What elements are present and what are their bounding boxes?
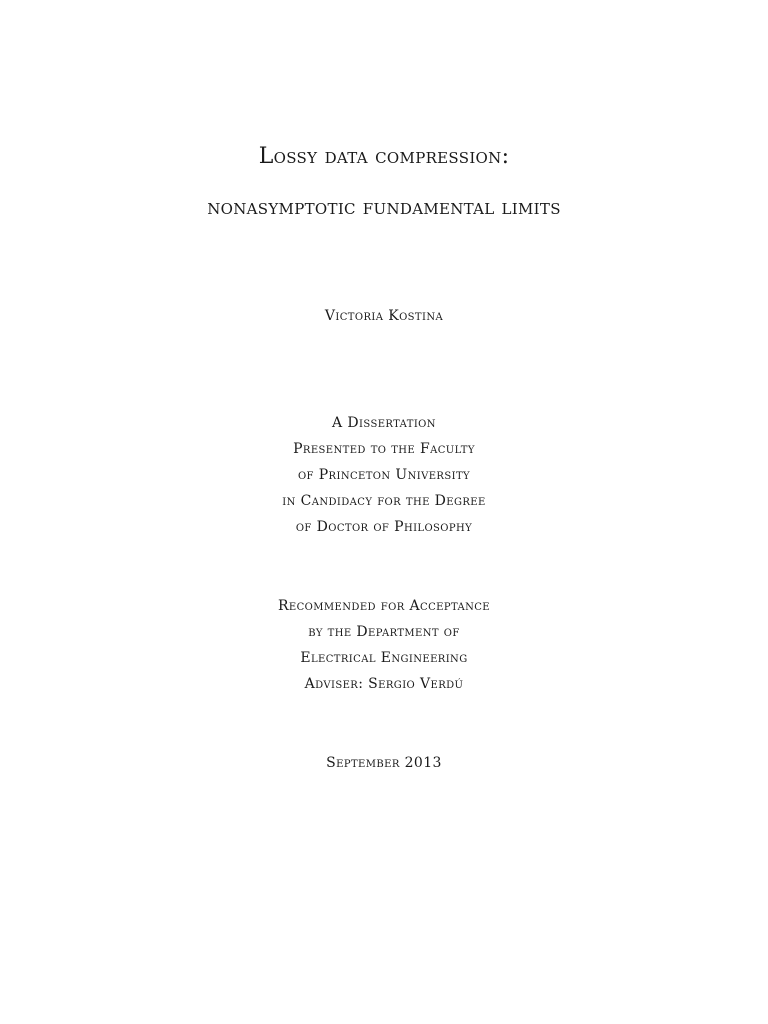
adviser-line: Adviser: Sergio Verdú bbox=[304, 676, 464, 692]
dissertation-line-1: A Dissertation bbox=[332, 415, 436, 431]
recommendation-line-2: by the Department of bbox=[308, 624, 460, 640]
recommendation-line-1: Recommended for Acceptance bbox=[277, 598, 490, 614]
recommendation-line-3: Electrical Engineering bbox=[300, 650, 468, 666]
dissertation-line-4: in Candidacy for the Degree bbox=[282, 493, 486, 509]
dissertation-line-3: of Princeton University bbox=[297, 467, 471, 483]
author-name: Victoria Kostina bbox=[324, 308, 444, 324]
submission-date: September 2013 bbox=[326, 755, 442, 771]
title-line-2: nonasymptotic fundamental limits bbox=[207, 195, 561, 219]
dissertation-line-5: of Doctor of Philosophy bbox=[295, 519, 473, 535]
title-line-1: Lossy data compression: bbox=[258, 144, 510, 169]
dissertation-line-2: Presented to the Faculty bbox=[293, 441, 475, 457]
